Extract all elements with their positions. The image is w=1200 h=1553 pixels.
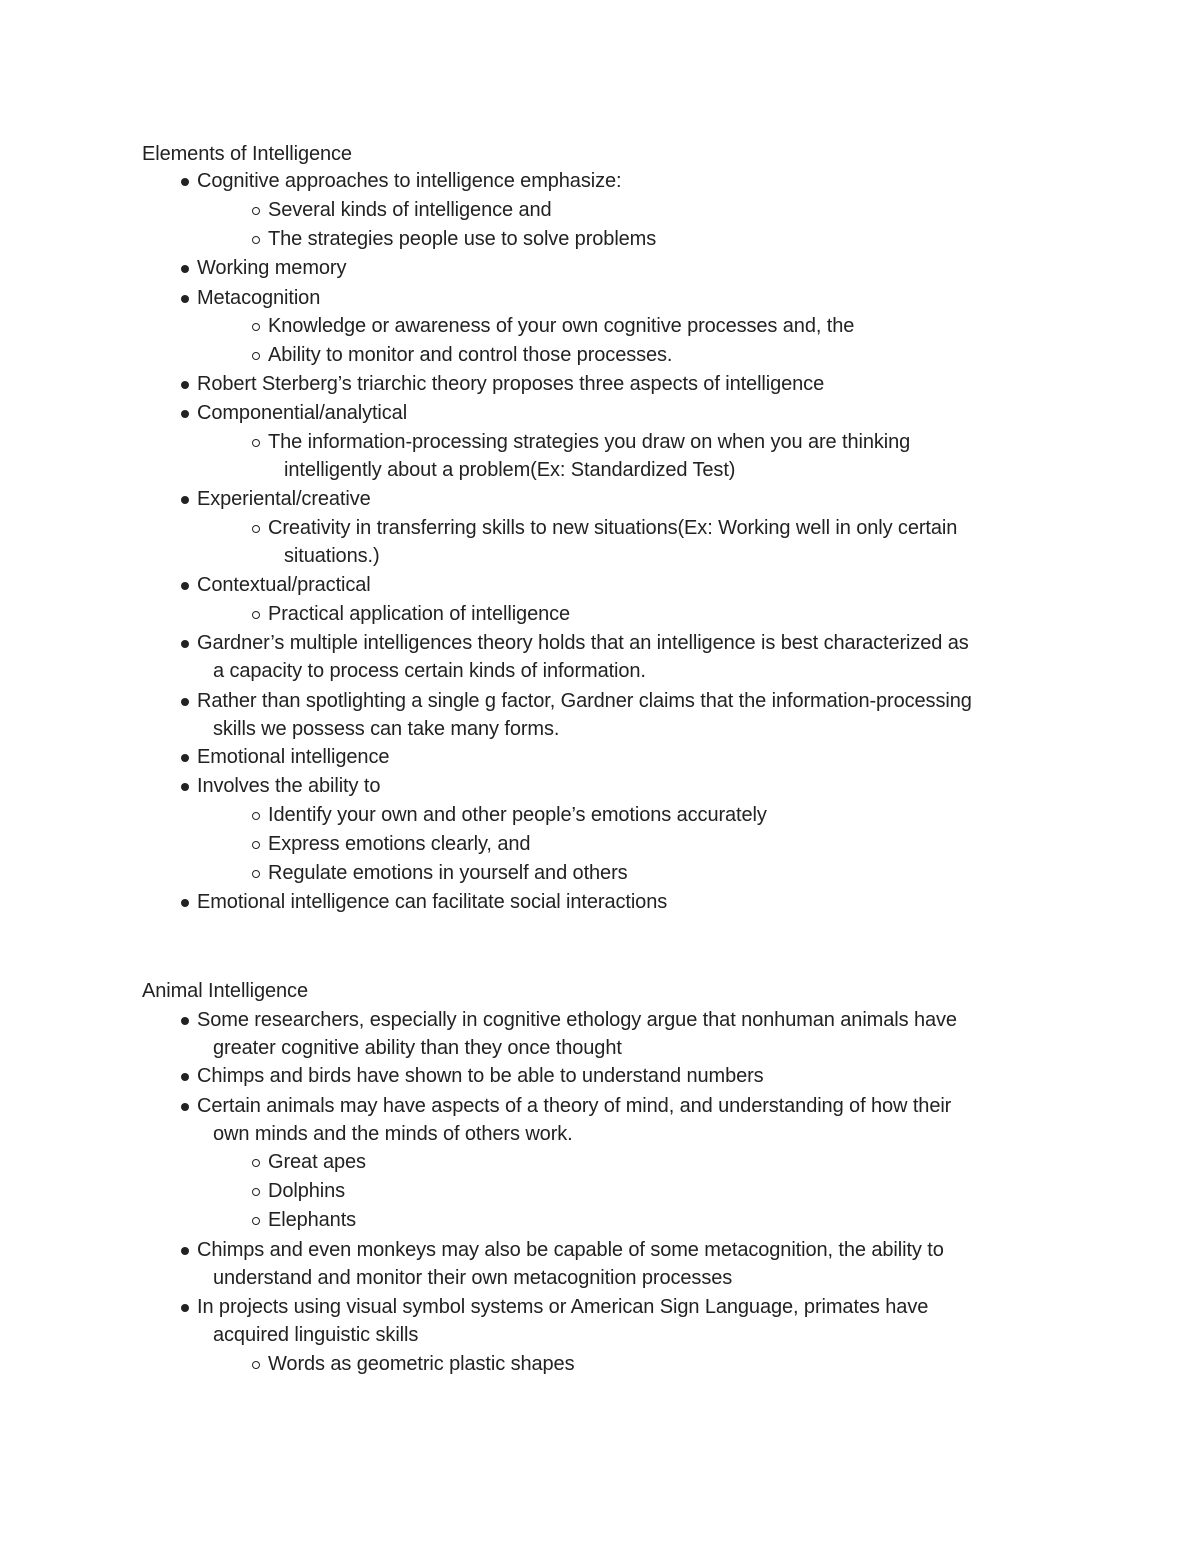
list-item: Metacognition [197, 285, 1057, 313]
filled-bullet-icon [181, 295, 189, 303]
filled-bullet-icon [181, 410, 189, 418]
filled-bullet-icon [181, 754, 189, 762]
hollow-bullet-icon [252, 870, 260, 878]
list-item: Gardner’s multiple intelligences theory holds that an intelligence is best characterized as a capacity to process certain kinds of information. [197, 630, 1057, 685]
list-item: In projects using visual symbol systems or American Sign Language, primates have acquired linguistic skills [197, 1294, 1057, 1349]
hollow-bullet-icon [252, 1361, 260, 1369]
list-item: Regulate emotions in yourself and others [268, 860, 1058, 888]
list-item: Several kinds of intelligence and [268, 197, 1058, 225]
section-title-animal-intelligence: Animal Intelligence [142, 980, 308, 1002]
hollow-bullet-icon [252, 525, 260, 533]
list-item: Rather than spotlighting a single g factor, Gardner claims that the information-processing skills we possess can take many forms. [197, 688, 1057, 743]
list-item: Cognitive approaches to intelligence emphasize: [197, 168, 1057, 196]
hollow-bullet-icon [252, 207, 260, 215]
list-item: The information-processing strategies you draw on when you are thinking intelligently about a problem(Ex: Standardized Test) [268, 429, 1058, 484]
filled-bullet-icon [181, 698, 189, 706]
list-item: Great apes [268, 1149, 1058, 1177]
filled-bullet-icon [181, 640, 189, 648]
list-item: Knowledge or awareness of your own cognitive processes and, the [268, 313, 1058, 341]
hollow-bullet-icon [252, 812, 260, 820]
list-item: Componential/analytical [197, 400, 1057, 428]
list-item: Robert Sterberg’s triarchic theory proposes three aspects of intelligence [197, 371, 1057, 399]
filled-bullet-icon [181, 178, 189, 186]
list-item: The strategies people use to solve problems [268, 226, 1058, 254]
hollow-bullet-icon [252, 236, 260, 244]
list-item: Working memory [197, 255, 1057, 283]
hollow-bullet-icon [252, 323, 260, 331]
list-item: Ability to monitor and control those processes. [268, 342, 1058, 370]
filled-bullet-icon [181, 1247, 189, 1255]
filled-bullet-icon [181, 582, 189, 590]
hollow-bullet-icon [252, 841, 260, 849]
list-item: Emotional intelligence can facilitate social interactions [197, 889, 1057, 917]
hollow-bullet-icon [252, 1188, 260, 1196]
list-item: Dolphins [268, 1178, 1058, 1206]
list-item: Practical application of intelligence [268, 601, 1058, 629]
list-item: Elephants [268, 1207, 1058, 1235]
hollow-bullet-icon [252, 611, 260, 619]
list-item: Involves the ability to [197, 773, 1057, 801]
filled-bullet-icon [181, 1073, 189, 1081]
hollow-bullet-icon [252, 1217, 260, 1225]
filled-bullet-icon [181, 899, 189, 907]
filled-bullet-icon [181, 1017, 189, 1025]
filled-bullet-icon [181, 381, 189, 389]
list-item: Emotional intelligence [197, 744, 1057, 772]
list-item: Certain animals may have aspects of a theory of mind, and understanding of how their own minds and the minds of others work. [197, 1093, 1057, 1148]
list-item: Chimps and birds have shown to be able to understand numbers [197, 1063, 1057, 1091]
list-item: Contextual/practical [197, 572, 1057, 600]
hollow-bullet-icon [252, 439, 260, 447]
filled-bullet-icon [181, 1304, 189, 1312]
list-item: Creativity in transferring skills to new situations(Ex: Working well in only certain situations.) [268, 515, 1058, 570]
filled-bullet-icon [181, 496, 189, 504]
list-item: Identify your own and other people’s emotions accurately [268, 802, 1058, 830]
filled-bullet-icon [181, 1103, 189, 1111]
hollow-bullet-icon [252, 352, 260, 360]
list-item: Experiental/creative [197, 486, 1057, 514]
filled-bullet-icon [181, 265, 189, 273]
section-title-elements-of-intelligence: Elements of Intelligence [142, 143, 352, 165]
list-item: Chimps and even monkeys may also be capable of some metacognition, the ability to understand and monitor their own metacognition processes [197, 1237, 1057, 1292]
hollow-bullet-icon [252, 1159, 260, 1167]
filled-bullet-icon [181, 783, 189, 791]
list-item: Express emotions clearly, and [268, 831, 1058, 859]
list-item: Some researchers, especially in cognitive ethology argue that nonhuman animals have greater cognitive ability than they once thought [197, 1007, 1057, 1062]
list-item: Words as geometric plastic shapes [268, 1351, 1058, 1379]
